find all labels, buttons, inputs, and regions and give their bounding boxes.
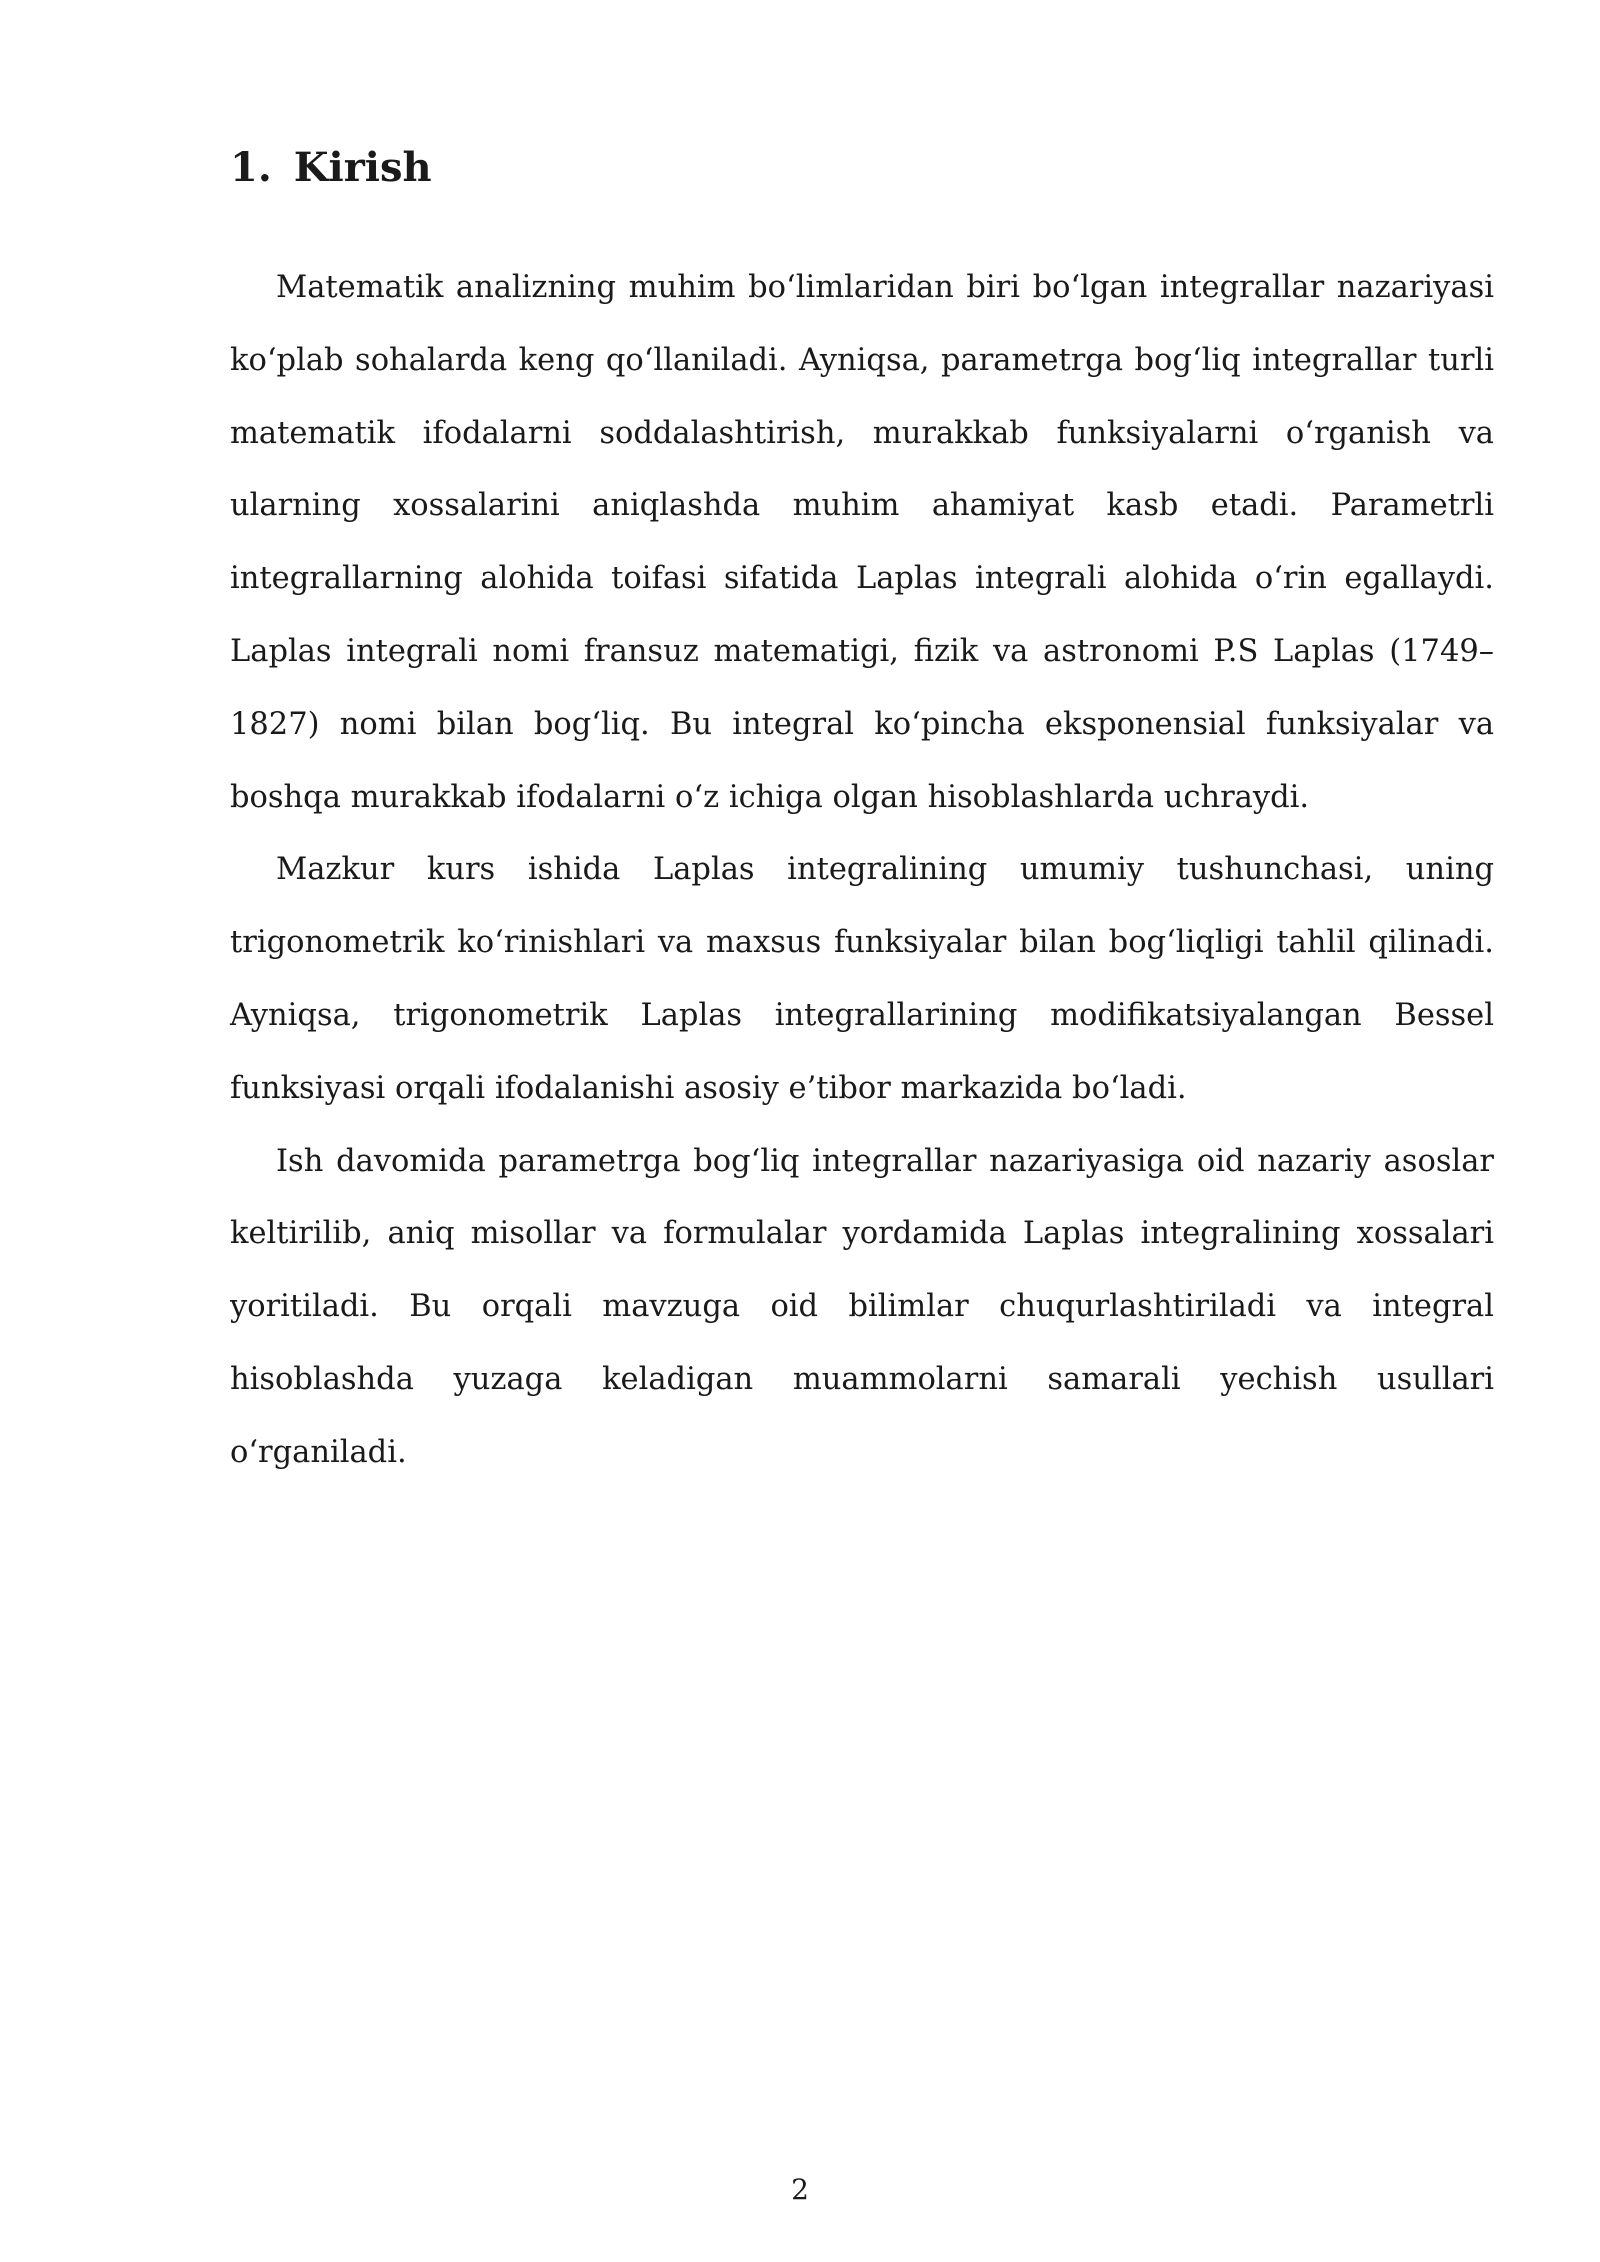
page-number: 2 xyxy=(791,2173,809,2206)
section-heading xyxy=(230,138,432,198)
paragraph: Ish davomida parametrga bog‘liq integrallar nazariyasiga oid nazariy asoslar keltirilib, aniq misollar va formulalar yordamida Laplas integralining xossalari yoritiladi. Bu orqali mavzuga oid bilimlar chuqurlashtiriladi va integral hisoblashda yuzaga keladigan muammolarni samarali yechish usullari o‘rganiladi. xyxy=(230,1143,1494,1470)
section-number: 1. xyxy=(230,144,272,191)
paragraph: Mazkur kurs ishida Laplas integralining umumiy tushunchasi, uning trigonometrik ko‘rinishlari va maxsus funksiyalar bilan bog‘liqligi tahlil qilinadi. Ayniqsa, trigonometrik Laplas integrallarining modifikatsiyalangan Bessel funksiyasi orqali ifodalanishi asosiy e’tibor markazida bo‘ladi. xyxy=(230,852,1494,1106)
body-text xyxy=(230,252,1494,1490)
section-title: Kirish xyxy=(293,144,432,191)
paragraph: Matematik analizning muhim bo‘limlaridan biri bo‘lgan integrallar nazariyasi ko‘plab sohalarda keng qo‘llaniladi. Ayniqsa, parametrga bog‘liq integrallar turli matematik ifodalarni soddalashtirish, murakkab funksiyalarni o‘rganish va ularning xossalarini aniqlashda muhim ahamiyat kasb etadi. Parametrli integrallarning alohida toifasi sifatida Laplas integrali alohida o‘rin egallaydi. Laplas integrali nomi fransuz matematigi, fizik va astronomi P.S Laplas (1749–1827) nomi bilan bog‘liq. Bu integral ko‘pincha eksponensial funksiyalar va boshqa murakkab ifodalarni o‘z ichiga olgan hisoblashlarda uchraydi. xyxy=(230,270,1494,815)
